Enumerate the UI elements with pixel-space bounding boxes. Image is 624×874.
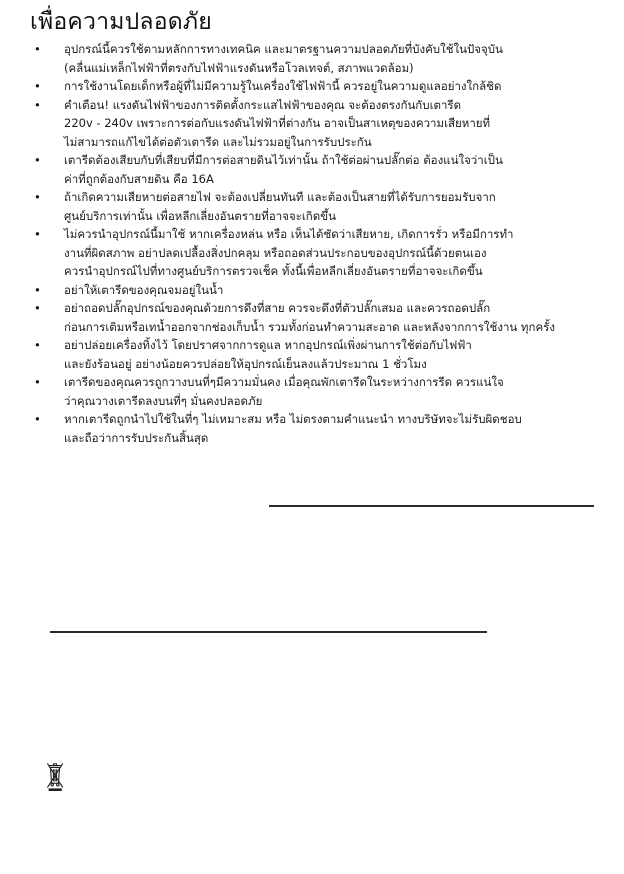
- safety-list-item: [32, 410, 600, 447]
- safety-list-item-line: ถ้าเกิดความเสียหายต่อสายไฟ จะต้องเปลี่ยนทันที และต้องเป็นสายที่ได้รับการยอมรับจาก: [64, 190, 496, 204]
- safety-list-item-line: อย่าถอดปลั๊กอุปกรณ์ของคุณด้วยการดึงที่สาย ควรจะดึงที่ตัวปลั๊กเสมอ และควรถอดปลั๊ก: [64, 301, 491, 315]
- bullet-dot-icon: •: [34, 301, 41, 315]
- safety-list-item: [32, 96, 600, 152]
- safety-list-item-line: ก่อนการเติมหรือเทน้ำออกจากช่องเก็บน้ำ รวมทั้งก่อนทำความสะอาด และหลังจากการใช้งาน ทุกครั้ง: [64, 319, 555, 334]
- safety-list-item: [32, 299, 600, 336]
- safety-instructions-list: [32, 40, 600, 447]
- bullet-dot-icon: •: [34, 412, 41, 426]
- safety-list-item-line: ไม่ควรนำอุปกรณ์นี้มาใช้ หากเครื่องหล่น หรือ เห็นได้ชัดว่าเสียหาย, เกิดการรั่ว หรือมีการทำ: [64, 227, 514, 241]
- bullet-dot-icon: •: [34, 153, 41, 167]
- bullet-dot-icon: •: [34, 282, 41, 297]
- safety-list-item-line: อย่าปล่อยเครื่องทิ้งไว้ โดยปราศจากการดูแล หากอุปกรณ์เพิ่งผ่านการใช้ต่อกับไฟฟ้า: [64, 338, 472, 352]
- safety-list-item-line: ไม่สามารถแก้ไขได้ต่อตัวเตารีด และไม่รวมอยู่ในการรับประกัน: [64, 134, 372, 149]
- horizontal-divider-upper: [269, 505, 594, 507]
- safety-list-item-line: เตารีดต้องเสียบกับที่เสียบที่มีการต่อสายดินไว้เท่านั้น ถ้าใช้ต่อผ่านปลั๊กต่อ ต้องแน่ใจว่าเป็น: [64, 153, 503, 167]
- safety-list-item: [32, 373, 600, 410]
- safety-list-item: [32, 225, 600, 281]
- safety-list-item-line: 220v - 240v เพราะการต่อกับแรงดันไฟฟ้าที่ต่างกัน อาจเป็นสาเหตุของความเสียหายที่: [64, 116, 491, 130]
- safety-list-item: [32, 77, 600, 96]
- bullet-dot-icon: •: [34, 338, 41, 352]
- safety-list-item-line: เตารีดของคุณควรถูกวางบนที่ๆมีความมั่นคง เมื่อคุณพักเตารีดในระหว่างการรีด ควรแน่ใจ: [64, 375, 504, 389]
- bullet-dot-icon: •: [34, 42, 41, 56]
- safety-list-item-line: ว่าคุณวางเตารีดลงบนที่ๆ มั่นคงปลอดภัย: [64, 393, 263, 408]
- safety-list-item: [32, 40, 600, 77]
- page-title: เพื่อความปลอดภัย: [30, 9, 212, 35]
- safety-list-item-line: ศูนย์บริการเท่านั้น เพื่อหลีกเลี่ยงอันตรายที่อาจจะเกิดขึ้น: [64, 208, 336, 223]
- safety-list-item-line: อุปกรณ์นี้ควรใช้ตามหลักการทางเทคนิค และมาตรฐานความปลอดภัยที่บังคับใช้ในปัจจุบัน: [64, 42, 503, 56]
- bullet-dot-icon: •: [34, 190, 41, 204]
- crossed-out-wheeled-bin-icon: [45, 760, 65, 792]
- safety-list-item-line: ค่าที่ถูกต้องกับสายดิน คือ 16A: [64, 171, 214, 186]
- safety-list-item-line: หากเตารีดถูกนำไปใช้ในที่ๆ ไม่เหมาะสม หรือ ไม่ตรงตามคำแนะนำ ทางบริษัทจะไม่รับผิดชอบ: [64, 412, 522, 426]
- bullet-dot-icon: •: [34, 375, 41, 389]
- bullet-dot-icon: •: [34, 227, 41, 241]
- safety-list-item: [32, 151, 600, 188]
- safety-list-item-line: และถือว่าการรับประกันสิ้นสุด: [64, 430, 209, 445]
- safety-list-item-line: (คลื่นแม่เหล็กไฟฟ้าที่ตรงกับไฟฟ้าแรงดันหรือโวลเทจต์, สภาพแวดล้อม): [64, 60, 414, 75]
- safety-list-item-line: การใช้งานโดยเด็กหรือผู้ที่ไม่มีความรู้ในเครื่องใช้ไฟฟ้านี้ ควรอยู่ในความดูแลอย่างใกล้ชิด: [64, 79, 502, 93]
- safety-list-item: [32, 281, 600, 300]
- safety-list-item-line: คำเตือน! แรงดันไฟฟ้าของการติดตั้งกระแสไฟฟ้าของคุณ จะต้องตรงกันกับเตารีด: [64, 97, 462, 112]
- safety-list-item: [32, 188, 600, 225]
- safety-list-item: [32, 336, 600, 373]
- safety-list-item-line: งานที่ผิดสภาพ อย่าปลดเปลื้องสิ่งปกคลุม หรือถอดส่วนประกอบของอุปกรณ์นี้ด้วยตนเอง: [64, 245, 487, 260]
- bullet-dot-icon: •: [34, 97, 41, 112]
- safety-list-item-line: ควรนำอุปกรณ์ไปที่ทางศูนย์บริการตรวจเช็ค ทั้งนี้เพื่อหลีกเลี่ยงอันตรายที่อาจจะเกิดขึ้น: [64, 264, 483, 278]
- safety-list-item-line: และยังร้อนอยู่ อย่างน้อยควรปล่อยให้อุปกรณ์เย็นลงแล้วประมาณ 1 ชั่วโมง: [64, 356, 427, 371]
- bullet-dot-icon: •: [34, 79, 41, 93]
- safety-list-item-line: อย่าให้เตารีดของคุณจมอยู่ในน้ำ: [64, 282, 224, 297]
- horizontal-divider-lower: [50, 631, 487, 633]
